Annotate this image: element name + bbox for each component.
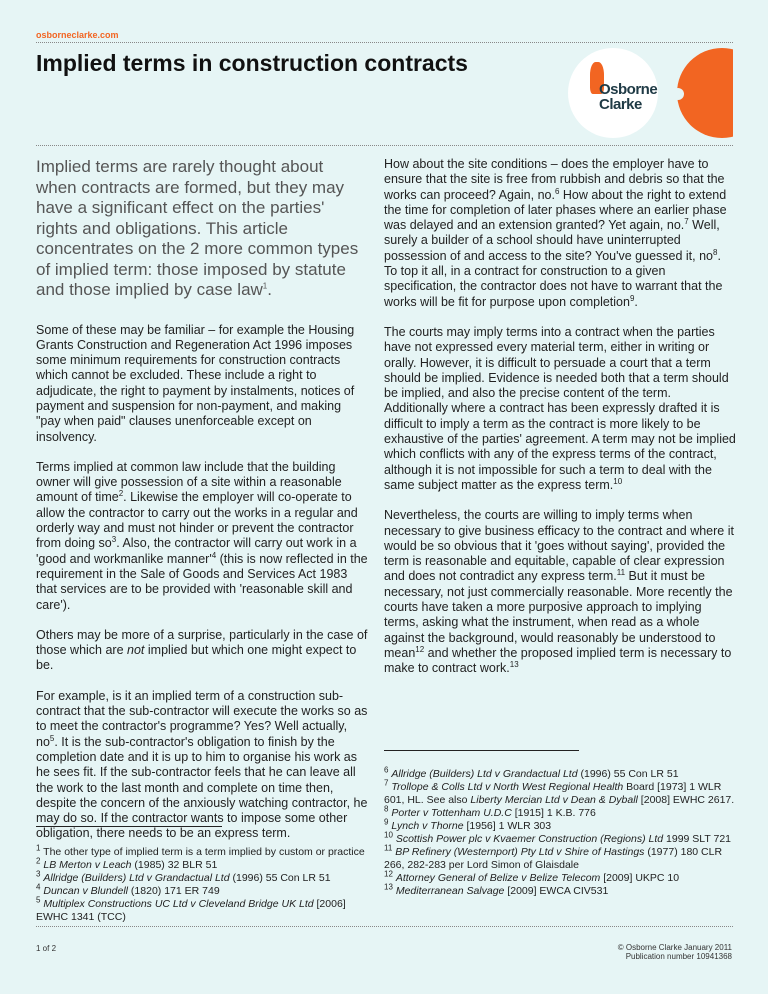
footnote-ref: 3 (111, 535, 117, 545)
case-name: LB Merton v Leach (43, 859, 132, 871)
publication-number: Publication number 10941368 (625, 952, 732, 961)
text: How about the right to extend the time for completion of later phases where an earlier phase was delayed and an extension granted? Yet again, no. (384, 187, 727, 233)
right-column (384, 157, 736, 692)
text: [2008] EWHC 2617. (637, 794, 735, 806)
text: Some of these may be familiar – for example the Housing Grants Construction and Regeneration Act 1996 imposes some minimum requirements for construction contracts which cannot be excluded. These include a right to adjudicate, the right to payment by instalments, notices of payment and suspension for non-payment, and making "pay when paid" clauses unenforceable except on insolvency. (36, 322, 355, 444)
footnote-ref: 2 (118, 489, 124, 499)
footnote-ref: 6 (384, 765, 389, 775)
text: Nevertheless, the courts are willing to imply terms when necessary to give business efficacy to the contract and where it would be so obvious that it 'goes without saying', provided the term is reasonable and equitable, capable of clear expression and does not contradict any express term. (384, 508, 734, 584)
case-name: Liberty Mercian Ltd v Dean & Dyball (470, 794, 638, 806)
paragraph (36, 460, 368, 613)
footnote (384, 882, 736, 898)
footnote-ref: 11 (384, 843, 393, 853)
paragraph (384, 508, 736, 676)
case-name: Porter v Tottenham U.D.C (391, 807, 512, 819)
case-name: Attorney General of Belize v Belize Telecom (395, 872, 601, 884)
footnote-rule (384, 750, 579, 751)
text: Well, surely a builder of a school should have uninterrupted possession of and access to the site? You've guessed it, no (384, 218, 720, 263)
case-name: BP Refinery (Westernport) Pty Ltd v Shire of Hastings (395, 846, 645, 858)
paragraph (36, 157, 368, 301)
text: [1915] 1 K.B. 776 (511, 807, 596, 819)
footnote (384, 778, 736, 807)
case-name: Trollope & Colls Ltd v North West Regional Health (391, 781, 624, 793)
copyright: © Osborne Clarke January 2011 (617, 943, 732, 952)
footnote-ref: 1 (262, 281, 268, 291)
footnote-ref: 11 (616, 568, 626, 578)
footnote (384, 869, 736, 885)
text: [1956] 1 WLR 303 (463, 820, 552, 832)
text: Implied terms are rarely thought about when contracts are formed, but they may have a significant effect on the parties' rights and obligations. This article concentrates on the 2 more common types of implied term: those imposed by statute and those implied by case law (36, 157, 359, 299)
circle-notch (672, 88, 684, 100)
text: (1977) 180 CLR 266, 282-283 per Lord Simon of Glaisdale (384, 846, 723, 871)
osborne-clarke-logo (568, 48, 658, 138)
footnote-ref: 10 (613, 476, 623, 486)
text: [2009] UKPC 10 (600, 872, 680, 884)
page-number: 1 of 2 (36, 944, 57, 953)
text: and whether the proposed implied term is necessary to make to contract work. (384, 645, 732, 676)
text: Board [1973] 1 WLR 601, HL. See also (384, 781, 722, 806)
footnote-rule (36, 826, 222, 827)
footnote-ref: 13 (384, 882, 393, 892)
case-name: Multiplex Constructions UC Ltd v Cleveland Bridge UK Ltd (43, 898, 314, 910)
text: . (634, 294, 638, 309)
left-column (36, 157, 368, 857)
text: [2009] EWCA CIV531 (504, 885, 609, 897)
footnote-ref: 7 (684, 217, 689, 227)
footnote (384, 817, 736, 833)
case-name: Scottish Power plc v Kvaemer Construction (Regions) Ltd (395, 833, 664, 845)
case-name: Allridge (Builders) Ltd v Grandactual Ltd (43, 872, 230, 884)
paragraph (36, 689, 368, 842)
footnotes-right (384, 765, 736, 898)
text: . Likewise the employer will co-operate to allow the contractor to carry out the works in a regular and orderly way and must not hinder or prevent the contractor from doing so (36, 490, 358, 551)
footnote (36, 869, 368, 885)
page-title: Implied terms in construction contracts (36, 50, 468, 76)
text: The courts may imply terms into a contract when the parties have not expressed every material term, either in writing or orally. However, it is difficult to persuade a court that a term should be implied. Evidence is needed both that a term should be implied, and also the precise content of the term. Additionally where a contract has been expressly drafted it is difficult to imply a term as the contract is more likely to be exhaustive of the parties' agreement. A term may not be implied which conflicts with any of the express terms of the contract, although it is not impossible for such a term to deal with the same subject matter as the express term. (384, 324, 736, 492)
footnote-ref: 13 (509, 660, 519, 670)
case-name: Allridge (Builders) Ltd v Grandactual Ltd (391, 768, 578, 780)
logo-word: Osborne (599, 81, 658, 98)
paragraph (384, 157, 736, 310)
site-url[interactable]: osborneclarke.com (36, 30, 119, 40)
paragraph (36, 628, 368, 674)
footnote-ref: 5 (36, 895, 41, 905)
footnote-ref: 6 (554, 186, 560, 196)
case-name: Duncan v Blundell (43, 885, 129, 897)
text: Terms implied at common law include that the building owner will give possession of a site within a reasonable amount of time (36, 459, 342, 505)
text: 1999 SLT 721 (663, 833, 732, 845)
footnote-ref: 1 (36, 843, 41, 853)
footnote-ref: 4 (211, 550, 217, 560)
footnote-ref: 7 (384, 778, 389, 788)
footer-divider (36, 926, 733, 927)
footnote (36, 856, 368, 872)
text: Others may be more of a surprise, particularly in the case of those which are (36, 627, 368, 658)
text: . (267, 280, 272, 299)
case-name: Lynch v Thorne (391, 820, 464, 832)
text: implied but which one might expect to be. (36, 643, 357, 673)
paragraph (36, 323, 368, 445)
text: (1996) 55 Con LR 51 (577, 768, 679, 780)
footnote (384, 804, 736, 820)
footnote (36, 882, 368, 898)
footnotes-left (36, 843, 368, 924)
text: . To top it all, in a contract for construction to a given specification, the contractor does not have to warrant that the works will be fit for purpose upon completion (384, 248, 723, 309)
text: (this is now reflected in the requirement in the Sale of Goods and Services Act 1983 that services are to be provided with 'reasonable skill and care'). (36, 551, 368, 612)
divider (36, 42, 733, 43)
footnote-ref: 10 (384, 830, 393, 840)
orange-circle-decoration (677, 48, 767, 138)
paragraph (384, 325, 736, 493)
footnote (384, 843, 736, 872)
footnote-ref: 12 (384, 869, 393, 879)
text: . It is the sub-contractor's obligation to finish by the completion date and it is up to him to organise his work as he sees fit. If the sub-contractor feels that he can leave all the work to the last month and complete on time then, despite the concern of the anxiously watching contractor, he may do so. If the contractor wants to impose some other obligation, there needs to be an express term. (36, 734, 368, 841)
footnote-ref: 8 (384, 804, 389, 814)
text: (1820) 171 ER 749 (128, 885, 220, 897)
footnote-ref: 3 (36, 869, 41, 879)
footnote-ref: 9 (384, 817, 389, 827)
footnote-ref: 12 (415, 644, 425, 654)
text: The other type of implied term is a term implied by custom or practice (40, 846, 365, 858)
text: How about the site conditions – does the employer have to ensure that the site is free from rubbish and debris so that the works can proceed? Again, no. (384, 157, 725, 202)
footnote-ref: 8 (713, 247, 718, 257)
text: For example, is it an implied term of a construction sub-contract that the sub-contractor will execute the works so as to meet the contractor's programme? Yes? Well actually, no (36, 688, 368, 749)
footnote (384, 765, 736, 781)
case-name: Mediterranean Salvage (395, 885, 505, 897)
text: (1996) 55 Con LR 51 (229, 872, 331, 884)
text: [2006] EWHC 1341 (TCC) (36, 898, 346, 923)
divider (36, 145, 733, 146)
footnote-ref: 2 (36, 856, 41, 866)
text: . Also, the contractor will carry out work in a 'good and workmanlike manner' (36, 536, 357, 566)
case-name: not (127, 643, 145, 658)
footnote (36, 843, 368, 859)
footnote-ref: 4 (36, 882, 41, 892)
text: (1985) 32 BLR 51 (131, 859, 218, 871)
text: But it must be necessary, not just commercially reasonable. More recently the courts have taken a more purposive approach to implying terms, asking what the instrument, when read as a whole against the background, would reasonably be understood to mean (384, 569, 733, 660)
footnote (36, 895, 368, 924)
footnote-ref: 9 (629, 293, 635, 303)
logo-word: Clarke (599, 96, 642, 113)
footnote (384, 830, 736, 846)
footnote-ref: 5 (49, 733, 55, 743)
